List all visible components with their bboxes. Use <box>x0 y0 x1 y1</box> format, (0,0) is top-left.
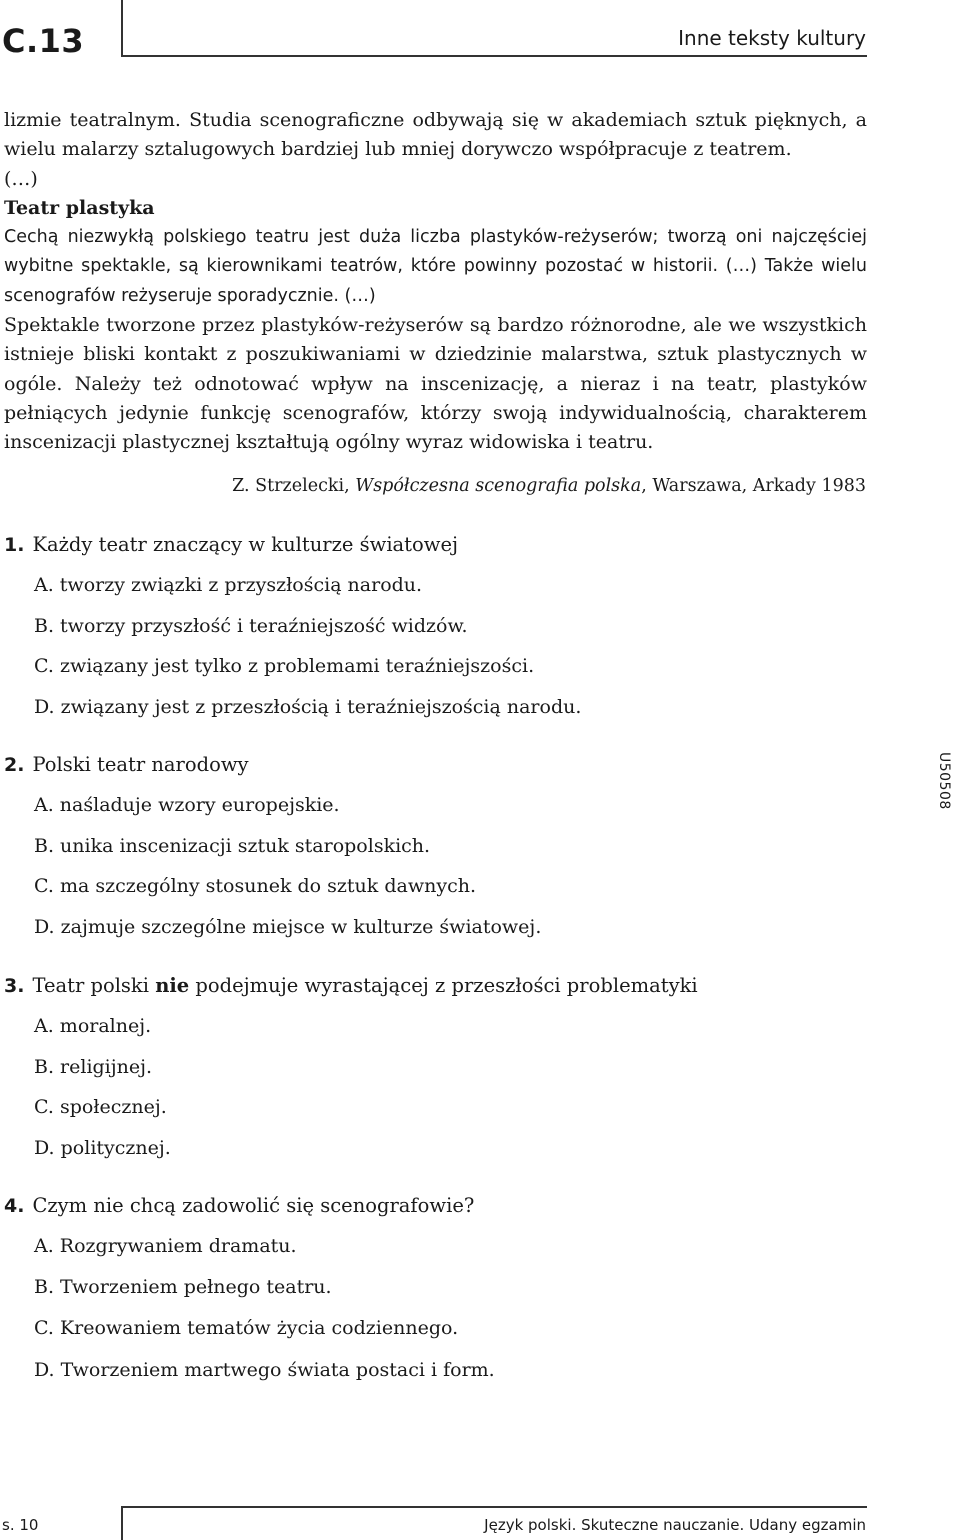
answer-option-d[interactable]: D. zajmuje szczególne miejsce w kulturze światowej. <box>34 915 542 938</box>
source-citation <box>232 476 866 496</box>
answer-option-c[interactable]: C. Kreowaniem tematów życia codziennego. <box>34 1317 459 1340</box>
answer-option-c[interactable]: C. społecznej. <box>34 1096 167 1118</box>
question-stem-end: podejmuje wyrastającej z przeszłości problematyki <box>189 974 698 997</box>
citation-publisher: , Warszawa, Arkady 1983 <box>641 476 866 496</box>
citation-author: Z. Strzelecki, <box>232 476 350 496</box>
passage-paragraph-2: Cechą niezwykłą polskiego teatru jest duża liczba plastyków-reżyserów; tworzą oni najczęściej wybitne spektakle, są kierownikami teatrów, które powinny pozostać w historii. (…) Także wielu scenografów reżyseruje sporadycznie. (…) <box>4 227 867 306</box>
answer-option-b[interactable]: B. tworzy przyszłość i teraźniejszość widzów. <box>34 614 468 637</box>
answer-options <box>34 1013 864 1161</box>
question-number: 2. <box>4 754 25 776</box>
answer-options <box>34 572 864 720</box>
answer-option-d[interactable]: D. związany jest z przeszłością i teraźniejszością narodu. <box>34 695 582 718</box>
answer-options <box>34 792 864 940</box>
answer-option-b[interactable]: B. unika inscenizacji sztuk staropolskich. <box>34 834 431 857</box>
question-4 <box>4 1193 864 1398</box>
page-number: s. 10 <box>2 1516 39 1534</box>
answer-option-d[interactable]: D. politycznej. <box>34 1136 171 1159</box>
answer-option-a[interactable]: A. moralnej. <box>34 1015 152 1037</box>
header-divider-vertical <box>121 0 123 55</box>
passage-heading: Teatr plastyka <box>4 196 155 219</box>
passage-paragraph-3: Spektakle tworzone przez plastyków-reżyserów są bardzo różnorodne, ale we wszystkich istnieje bliski kontakt z poszukiwaniami w dziedzinie malarstwa, sztuk plastycznych w ogóle. Należy też odnotować wpływ na inscenizację, a nieraz i na teatr, plastyków pełniących jedynie funkcję scenografów, którzy swoją indywidualnością, charakterem inscenizacji plastycznej kształtują ogólny wyraz widowiska i teatru. <box>4 314 867 454</box>
citation-title: Współczesna scenografia polska <box>355 476 642 496</box>
answer-option-b[interactable]: B. religijnej. <box>34 1055 153 1078</box>
reading-passage <box>4 106 867 458</box>
answer-option-c[interactable]: C. związany jest tylko z problemami teraźniejszości. <box>34 655 535 677</box>
question-3 <box>4 973 864 1175</box>
passage-paragraph-1: lizmie teatralnym. Studia scenograficzne odbywają się w akademiach sztuk pięknych, a wielu malarzy sztalugowych bardziej lub mniej dorywczo współpracuje z teatrem. <box>4 109 867 161</box>
question-stem-emphasis: nie <box>155 974 190 997</box>
question-stem: Czym nie chcą zadowolić się scenografowie? <box>32 1194 475 1217</box>
question-number: 1. <box>4 534 25 556</box>
section-title: Inne teksty kultury <box>678 26 866 50</box>
chapter-code: C.13 <box>2 22 85 60</box>
answer-options <box>34 1233 864 1383</box>
book-title: Język polski. Skuteczne nauczanie. Udany egzamin <box>484 1516 866 1534</box>
passage-ellipsis: (…) <box>4 167 38 190</box>
question-number: 3. <box>4 975 25 997</box>
answer-option-c[interactable]: C. ma szczególny stosunek do sztuk dawnych. <box>34 875 476 897</box>
answer-option-d[interactable]: D. Tworzeniem martwego świata postaci i form. <box>34 1358 495 1381</box>
answer-option-a[interactable]: A. tworzy związki z przyszłością narodu. <box>34 574 423 596</box>
question-2 <box>4 752 864 954</box>
question-1 <box>4 532 864 734</box>
answer-option-a[interactable]: A. naśladuje wzory europejskie. <box>34 794 340 816</box>
footer-divider-horizontal <box>121 1506 867 1508</box>
header-divider-horizontal <box>121 55 867 57</box>
question-stem: Każdy teatr znaczący w kulturze światowej <box>32 533 459 556</box>
question-stem-start: Teatr polski <box>32 974 156 997</box>
answer-option-a[interactable]: A. Rozgrywaniem dramatu. <box>34 1235 297 1257</box>
side-code: U50508 <box>936 752 952 810</box>
answer-option-b[interactable]: B. Tworzeniem pełnego teatru. <box>34 1276 332 1299</box>
footer-divider-vertical <box>121 1506 123 1540</box>
question-stem: Polski teatr narodowy <box>32 753 249 776</box>
question-number: 4. <box>4 1195 25 1217</box>
